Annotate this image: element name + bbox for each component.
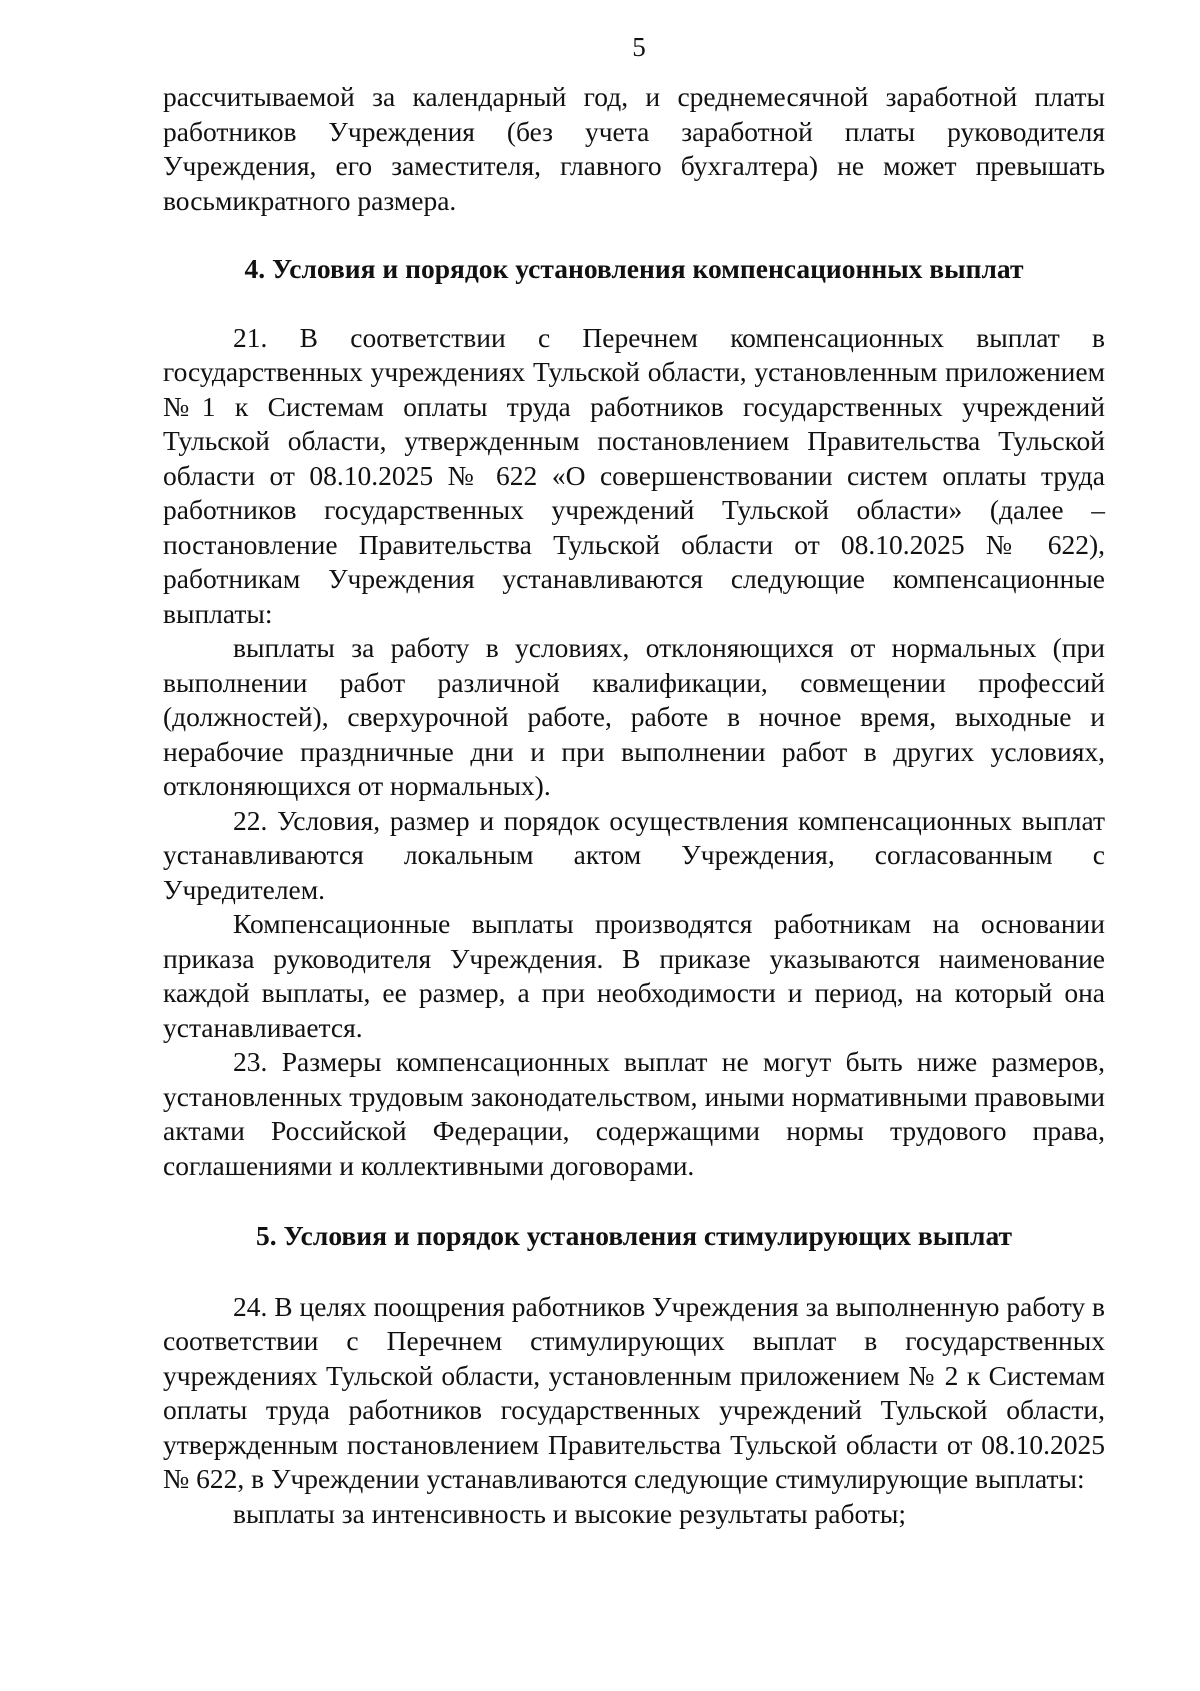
paragraph-22: 22. Условия, размер и порядок осуществления компенсационных выплат устанавливаются локальным актом Учреждения, согласованным с Учредителем. (163, 804, 1105, 905)
document-page (163, 30, 1105, 1531)
paragraph-21: 21. В соответствии с Перечнем компенсационных выплат в государственных учреждениях Тульской области, установленным приложением №1 к Системам оплаты труда работников государственных учреждений Тульской области, утвержденным постановлением Правительства Тульской области от 08.10.2025 № 622 «О совершенствовании систем оплаты труда работников государственных учреждений Тульской области» (далее – постановление Правительства Тульской области от 08.10.2025 № 622), работникам Учреждения устанавливаются следующие компенсационные выплаты: (163, 321, 1105, 629)
paragraph-continuation: рассчитываемой за календарный год, и среднемесячной заработной платы работников Учреждения (без учета заработной платы руководителя Учреждения, его заместителя, главного бухгалтера) не может превышать восьмикратного размера. (163, 81, 1105, 216)
section-5-heading: 5. Условия и порядок установления стимулирующих выплат (255, 1220, 1013, 1251)
paragraph-21-item: выплаты за работу в условиях, отклоняющихся от нормальных (при выполнении работ различной квалификации, совмещении профессий (должностей), сверхурочной работе, работе в ночное время, выходные и нерабочие праздничные дни и при выполнении работ в других условиях, отклоняющихся от нормальных). (163, 632, 1105, 801)
paragraph-22-continued: Компенсационные выплаты производятся работникам на основании приказа руководителя Учреждения. В приказе указываются наименование каждой выплаты, ее размер, а при необходимости и период, на который она устанавливается. (163, 908, 1105, 1043)
paragraph-24-item: выплаты за интенсивность и высокие результаты работы; (233, 1497, 906, 1529)
paragraph-23: 23. Размеры компенсационных выплат не могут быть ниже размеров, установленных трудовым законодательством, иными нормативными правовыми актами Российской Федерации, содержащими нормы трудового права, соглашениями и коллективными договорами. (163, 1046, 1105, 1181)
page-number: 5 (632, 32, 646, 62)
section-4-heading: 4. Условия и порядок установления компенсационных выплат (244, 253, 1024, 284)
paragraph-24: 24. В целях поощрения работников Учреждения за выполненную работу в соответствии с Перечнем стимулирующих выплат в государственных учреждениях Тульской области, установленным приложением № 2 к Системам оплаты труда работников государственных учреждений Тульской области, утвержденным постановлением Правительства Тульской области от 08.10.2025 № 622, в Учреждении устанавливаются следующие стимулирующие выплаты: (163, 1290, 1105, 1494)
